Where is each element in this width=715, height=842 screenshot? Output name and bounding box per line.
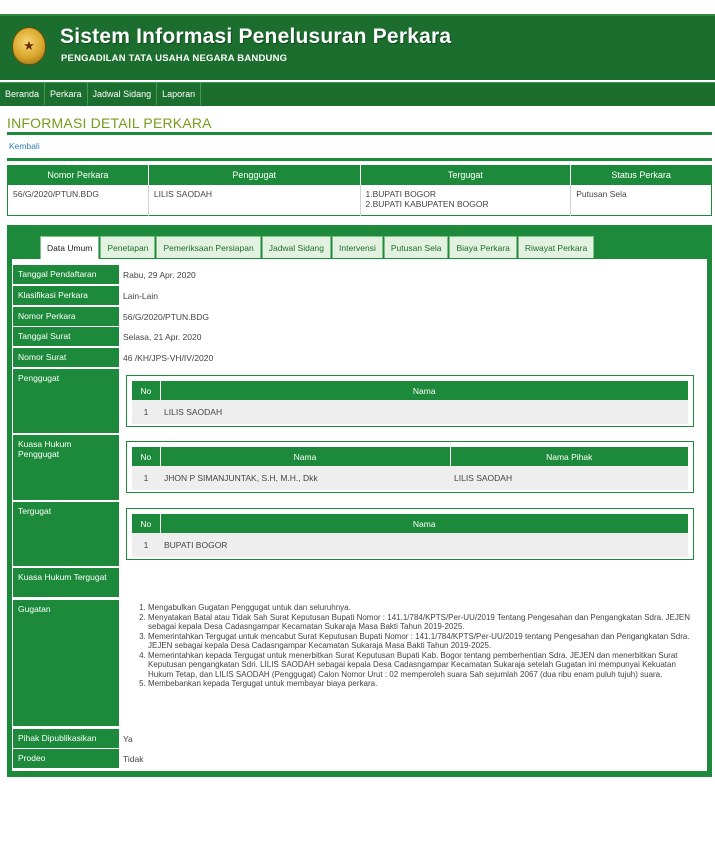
- summary-divider: [7, 158, 712, 161]
- tab-intervensi[interactable]: Intervensi: [332, 236, 383, 258]
- nav-item-jadwal-sidang[interactable]: Jadwal Sidang: [88, 83, 158, 105]
- list-item: 3. Memerintahkan Tergugat untuk mencabut Surat Keputusan Bupati Nomor : 141.1/784/KPTS/Per-UU/2019 tentang Pengesahan dan Pengangkatan Sdra. JEJEN sebagai kepala Desa Cadasngampar Kecamatan Sukaraja Masa Bakti Tahun 2019-2025.: [148, 632, 698, 651]
- tergugat-no: 1: [132, 533, 160, 557]
- tab-data-umum[interactable]: Data Umum: [40, 236, 99, 259]
- label-pihak-dipublikasikan: Pihak Dipublikasikan: [13, 729, 119, 748]
- tab-penetapan[interactable]: Penetapan: [100, 236, 155, 258]
- kuasa-nama: JHON P SIMANJUNTAK, S.H, M.H., Dkk: [160, 466, 450, 490]
- label-tanggal-pendaftaran: Tanggal Pendaftaran: [13, 265, 119, 284]
- list-item: 2. Menyatakan Batal atau Tidak Sah Surat Keputusan Bupati Nomor : 141.1/784/KPTS/Per-UU/2019 Tentang Pengesahan dan Pengangkatan Sdra. JEJEN sebagai kepala Desa Cadasngampar Kecamatan Sukaraja Masa Bakti Tahun 2019-2025.: [148, 613, 698, 632]
- site-header: [0, 14, 715, 80]
- tab-riwayat-perkara[interactable]: Riwayat Perkara: [518, 236, 594, 258]
- tab-pemeriksaan-persiapan[interactable]: Pemeriksaan Persiapan: [156, 236, 260, 258]
- value-nomor-surat: 46 /KH/JPS-VH/IV/2020: [123, 353, 214, 363]
- value-nomor-perkara: 56/G/2020/PTUN.BDG: [123, 312, 209, 322]
- table-row: [132, 533, 688, 557]
- site-subtitle: PENGADILAN TATA USAHA NEGARA BANDUNG: [61, 53, 288, 64]
- table-row: [132, 466, 688, 490]
- summary-nomor: 56/G/2020/PTUN.BDG: [8, 185, 149, 216]
- nav-item-beranda[interactable]: Beranda: [0, 83, 45, 105]
- summary-tergugat: [360, 185, 571, 216]
- kuasa-header-nama-pihak: Nama Pihak: [450, 447, 688, 466]
- table-row: [8, 185, 712, 216]
- value-klasifikasi: Lain-Lain: [123, 291, 158, 301]
- kuasa-penggugat-table: [126, 441, 694, 493]
- table-row: [132, 400, 688, 424]
- value-prodeo: Tidak: [123, 754, 144, 764]
- label-tanggal-surat: Tanggal Surat: [13, 327, 119, 346]
- summary-status: Putusan Sela: [571, 185, 712, 216]
- tergugat-table: [126, 508, 694, 560]
- page-title: INFORMASI DETAIL PERKARA: [7, 115, 212, 131]
- summary-header-penggugat: Penggugat: [148, 166, 360, 185]
- value-pihak-dipublikasikan: Ya: [123, 734, 133, 744]
- summary-header-status: Status Perkara: [571, 166, 712, 185]
- penggugat-table: [126, 375, 694, 427]
- label-tergugat: Tergugat: [13, 502, 119, 566]
- nav-item-perkara[interactable]: Perkara: [45, 83, 88, 105]
- label-klasifikasi: Klasifikasi Perkara: [13, 286, 119, 305]
- kuasa-header-no: No: [132, 447, 160, 466]
- site-title: Sistem Informasi Penelusuran Perkara: [60, 25, 452, 48]
- tab-biaya-perkara[interactable]: Biaya Perkara: [449, 236, 516, 258]
- tergugat-nama: BUPATI BOGOR: [160, 533, 688, 557]
- summary-header-tergugat: Tergugat: [360, 166, 571, 185]
- back-link[interactable]: Kembali: [9, 141, 40, 151]
- list-item: 4. Memerintahkan kepada Tergugat untuk menerbitkan Surat Keputusan Bupati Kab. Bogor tentang pemberhentian Sdra. JEJEN dan menerbitkan Surat Keputusan pengangkatan Sdri. LILIS SAODAH sebagai kepala Desa Cadasngampar Kecamatan Sukaraja setelah Gugatan ini mempunyai Kekuatan Hukum Tetap, dan LILIS SAODAH (Penggugat) Calon Nomor Urut : 02 memperoleh suara Sah sejumlah 2067 (dua ribu enam puluh tujuh) suara.: [148, 651, 698, 680]
- tergugat-header-no: No: [132, 514, 160, 533]
- value-tanggal-surat: Selasa, 21 Apr. 2020: [123, 332, 202, 342]
- summary-tergugat-2: 2.BUPATI KABUPATEN BOGOR: [365, 198, 489, 209]
- label-penggugat: Penggugat: [13, 369, 119, 433]
- label-kuasa-tergugat: Kuasa Hukum Tergugat: [13, 568, 119, 597]
- kuasa-no: 1: [132, 466, 160, 490]
- nav-item-laporan[interactable]: Laporan: [157, 83, 201, 105]
- tergugat-header-nama: Nama: [160, 514, 688, 533]
- label-kuasa-penggugat: Kuasa Hukum Penggugat: [13, 435, 119, 500]
- kuasa-header-nama: Nama: [160, 447, 450, 466]
- case-summary-table: [7, 165, 712, 216]
- gugatan-list: [133, 603, 698, 689]
- list-item: 1. Mengabulkan Gugatan Penggugat untuk dan seluruhnya.: [148, 603, 698, 613]
- kuasa-nama-pihak: LILIS SAODAH: [450, 466, 688, 490]
- penggugat-header-no: No: [132, 381, 160, 400]
- penggugat-nama: LILIS SAODAH: [160, 400, 688, 424]
- list-item: 5. Membebankan kepada Tergugat untuk membayar biaya perkara.: [148, 679, 698, 689]
- value-tanggal-pendaftaran: Rabu, 29 Apr. 2020: [123, 270, 196, 280]
- summary-tergugat-1: 1.BUPATI BOGOR: [365, 188, 437, 199]
- label-nomor-surat: Nomor Surat: [13, 348, 119, 367]
- detail-tabs: [40, 236, 595, 259]
- label-nomor-perkara: Nomor Perkara: [13, 307, 119, 326]
- tab-jadwal-sidang[interactable]: Jadwal Sidang: [262, 236, 331, 258]
- court-emblem-logo: ★: [12, 27, 46, 65]
- main-nav: [0, 82, 715, 106]
- title-divider: [7, 132, 712, 135]
- summary-header-nomor: Nomor Perkara: [8, 166, 149, 185]
- summary-penggugat: LILIS SAODAH: [148, 185, 360, 216]
- penggugat-header-nama: Nama: [160, 381, 688, 400]
- label-gugatan: Gugatan: [13, 600, 119, 726]
- label-prodeo: Prodeo: [13, 749, 119, 768]
- tab-putusan-sela[interactable]: Putusan Sela: [384, 236, 449, 258]
- penggugat-no: 1: [132, 400, 160, 424]
